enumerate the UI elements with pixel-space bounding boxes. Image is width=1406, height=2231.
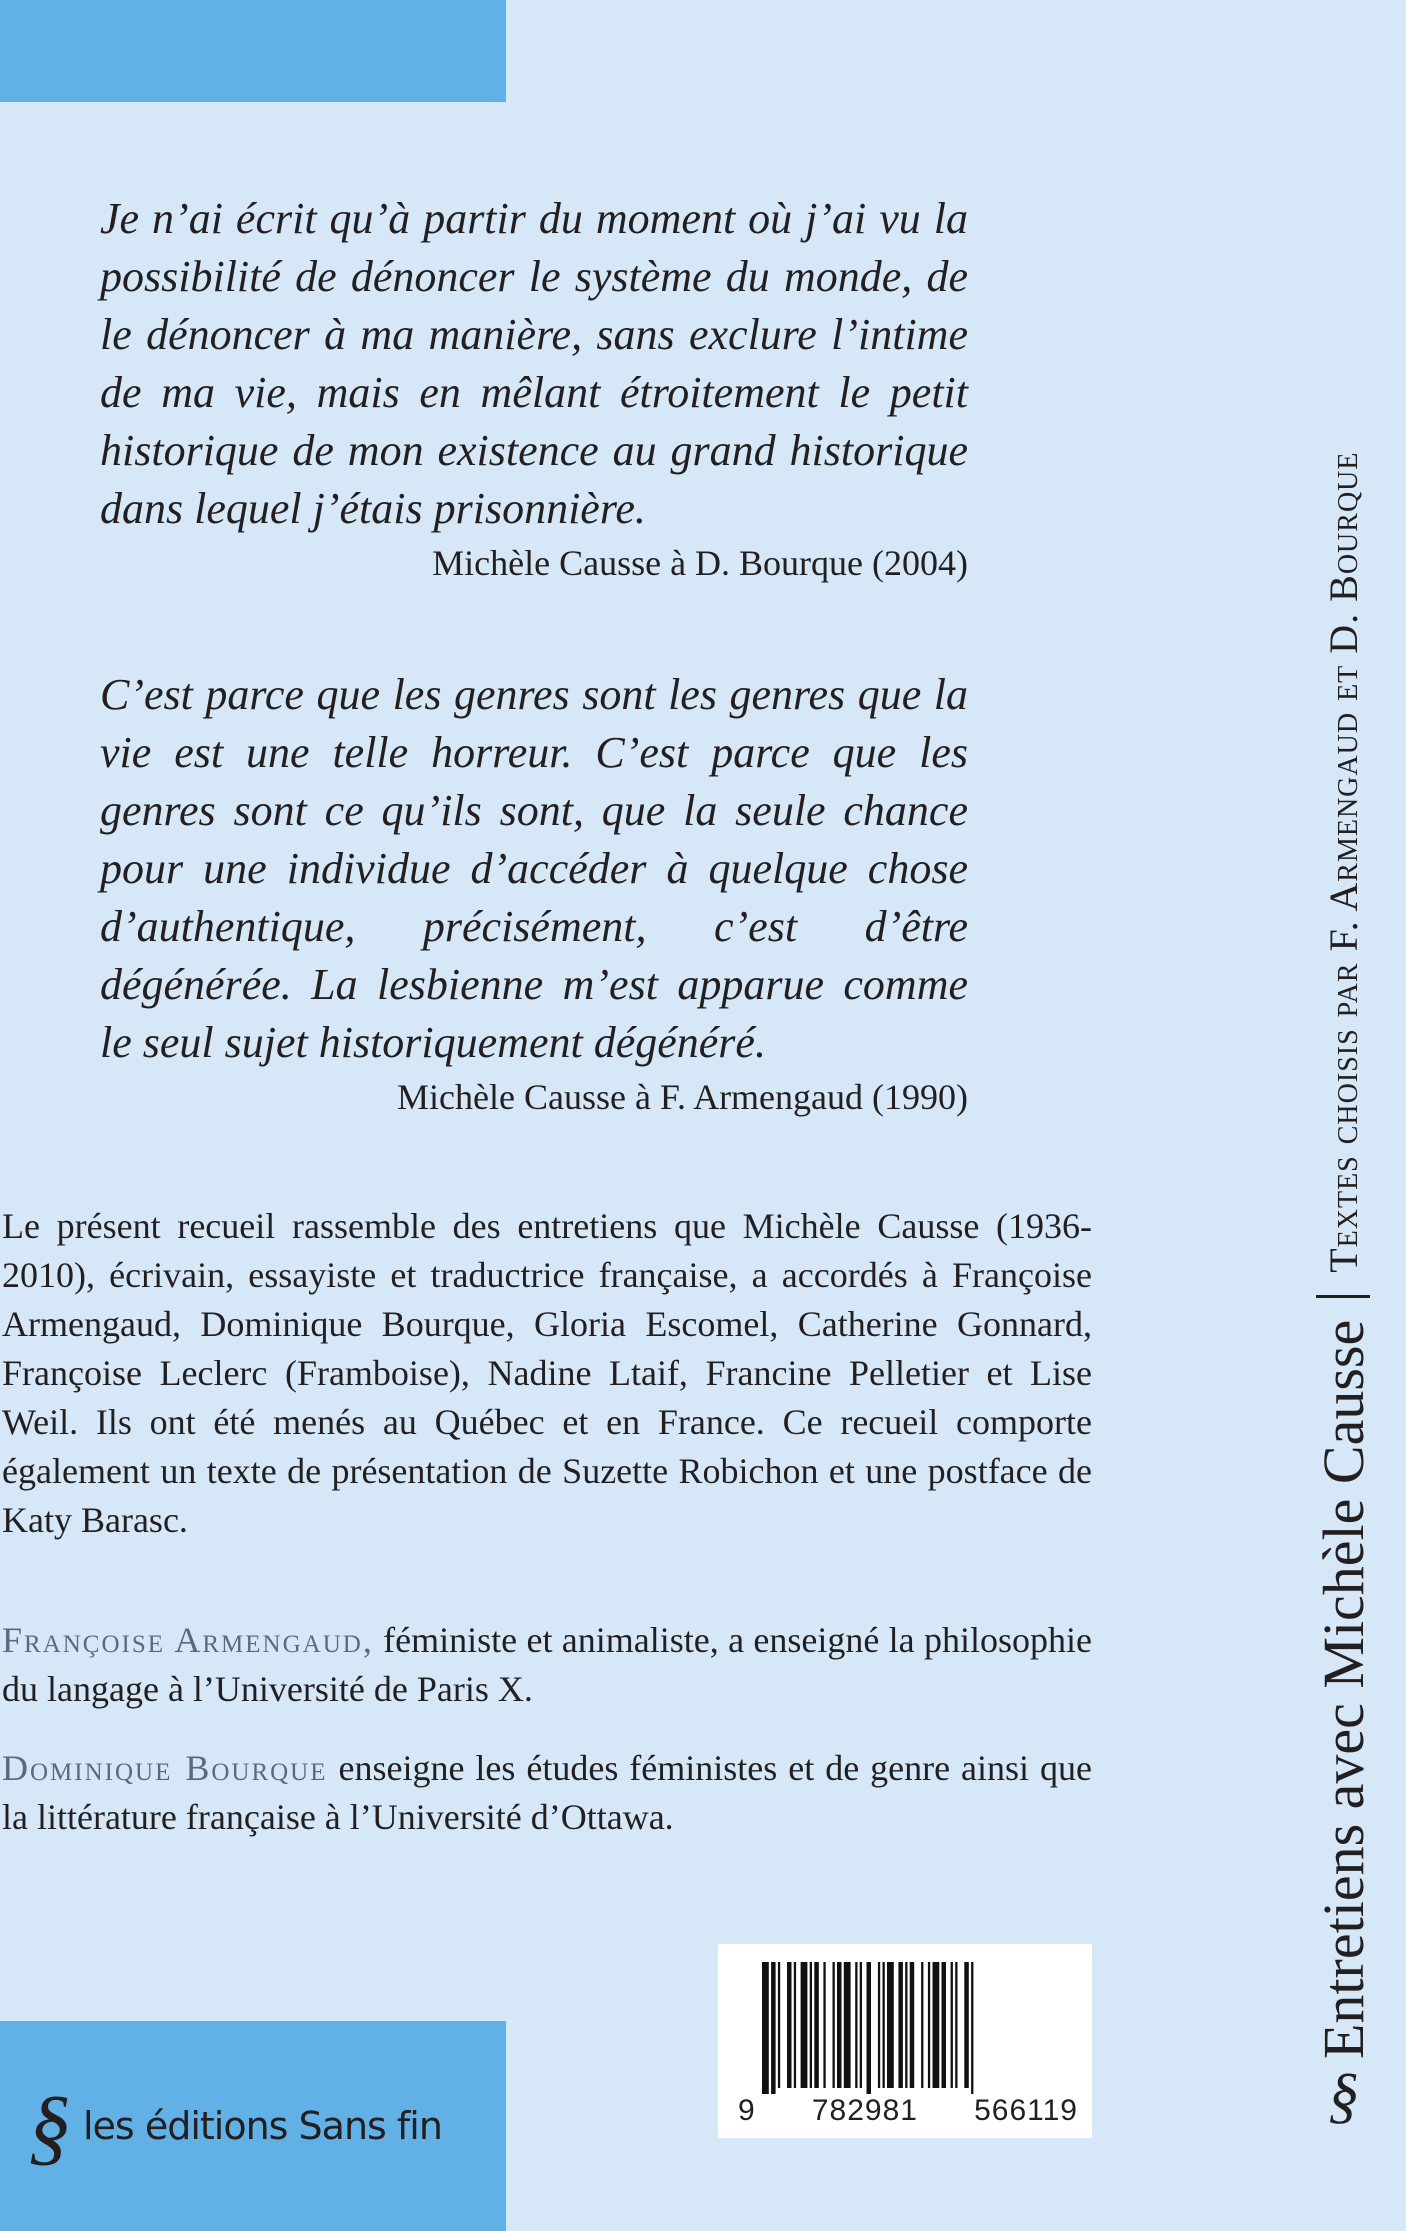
barcode-bar	[855, 1962, 857, 2088]
publisher-band	[0, 2021, 506, 2231]
barcode-bar	[933, 1962, 940, 2088]
barcode-bar	[801, 1962, 808, 2088]
isbn-barcode	[718, 1944, 1092, 2138]
spine-logo-icon: §	[1327, 2062, 1359, 2130]
barcode-bar	[898, 1962, 903, 2088]
book-summary: Le présent recueil rassemble des entretiens que Michèle Causse (1936-2010), écrivain, essayiste et traductrice française, a accordés à Françoise Armengaud, Dominique Bourque, Gloria Escomel, Catherine Gonnard, Françoise Leclerc (Framboise), Nadine Ltaif, Francine Pelletier et Lise Weil. Ils ont été menés au Québec et en France. Ce recueil comporte également un texte de présentation de Suzette Robichon et une postface de Katy Barasc.	[2, 1206, 1092, 1540]
barcode-bar	[955, 1962, 957, 2088]
author-name: Françoise Armengaud,	[2, 1620, 374, 1660]
barcode-bar	[837, 1962, 842, 2088]
barcode-bars	[718, 1944, 1092, 2094]
author-bio-armengaud	[2, 1616, 1092, 1714]
barcode-bar	[860, 1962, 862, 2088]
barcode-bar	[823, 1962, 825, 2088]
barcode-bar	[883, 1962, 885, 2088]
quote-causse-1990	[100, 666, 968, 1122]
barcode-digit-group: 566119	[974, 2094, 1078, 2127]
author-name: Dominique Bourque	[2, 1748, 328, 1788]
barcode-bar	[878, 1962, 880, 2088]
barcode-bar	[833, 1962, 835, 2088]
spine-credits: Textes choisis par F. Armengaud et D. Bourque	[1320, 451, 1366, 1273]
barcode-bar	[905, 1962, 907, 2088]
spine-separator	[1316, 1295, 1370, 1298]
barcode-bar	[964, 1962, 969, 2088]
barcode-bar	[942, 1962, 947, 2088]
barcode-bar	[771, 1962, 776, 2094]
spine-title: Entretiens avec Michèle Causse	[1310, 1319, 1376, 2059]
barcode-bar	[887, 1962, 894, 2088]
author-bio-text: féministe et animaliste, a enseigné la philosophie du langage à l’Université de Paris X.	[2, 1620, 1092, 1709]
barcode-bar	[814, 1962, 819, 2088]
barcode-digit-group: 9	[738, 2094, 756, 2127]
barcode-digits	[738, 2094, 1078, 2128]
quote-text: C’est parce que les genres sont les genres que la vie est une telle horreur. C’est parce que les genres sont ce qu’ils sont, que la seule chance pour une individue d’accéder à quelque chose d’authentique, précisément, c’est d’être dégénérée. La lesbienne m’est apparue comme le seul sujet historiquement dégénéré.	[100, 670, 968, 1067]
publisher-logo-icon: §	[28, 2078, 71, 2174]
barcode-bar	[778, 1962, 780, 2088]
barcode-bar	[921, 1962, 923, 2088]
quote-attribution: Michèle Causse à F. Armengaud (1990)	[397, 1077, 968, 1117]
author-bio-text: enseigne les études féministes et de genre ainsi que la littérature française à l’Université d’Ottawa.	[2, 1748, 1092, 1837]
top-color-band	[0, 0, 506, 102]
quote-attribution: Michèle Causse à D. Bourque (2004)	[432, 543, 968, 583]
barcode-bar	[810, 1962, 812, 2088]
barcode-bar	[951, 1962, 953, 2088]
barcode-bar	[794, 1962, 796, 2088]
barcode-bar	[787, 1962, 792, 2088]
barcode-bar	[844, 1962, 851, 2088]
barcode-bar	[762, 1962, 769, 2094]
barcode-digit-group: 782981	[811, 2094, 918, 2127]
barcode-bar	[867, 1962, 872, 2094]
barcode-bar	[910, 1962, 915, 2088]
barcode-bar	[971, 1962, 973, 2094]
author-bio-bourque	[2, 1744, 1092, 1842]
barcode-bar	[928, 1962, 930, 2088]
publisher-name: les éditions Sans fin	[83, 2104, 442, 2148]
quote-causse-2004	[100, 190, 968, 588]
quote-text: Je n’ai écrit qu’à partir du moment où j’ai vu la possibilité de dénoncer le système du monde, de le dénoncer à ma manière, sans exclure l’intime de ma vie, mais en mêlant étroitement le petit historique de mon existence au grand historique dans lequel j’étais prisonnière.	[100, 194, 968, 533]
book-spine	[1298, 122, 1388, 2130]
